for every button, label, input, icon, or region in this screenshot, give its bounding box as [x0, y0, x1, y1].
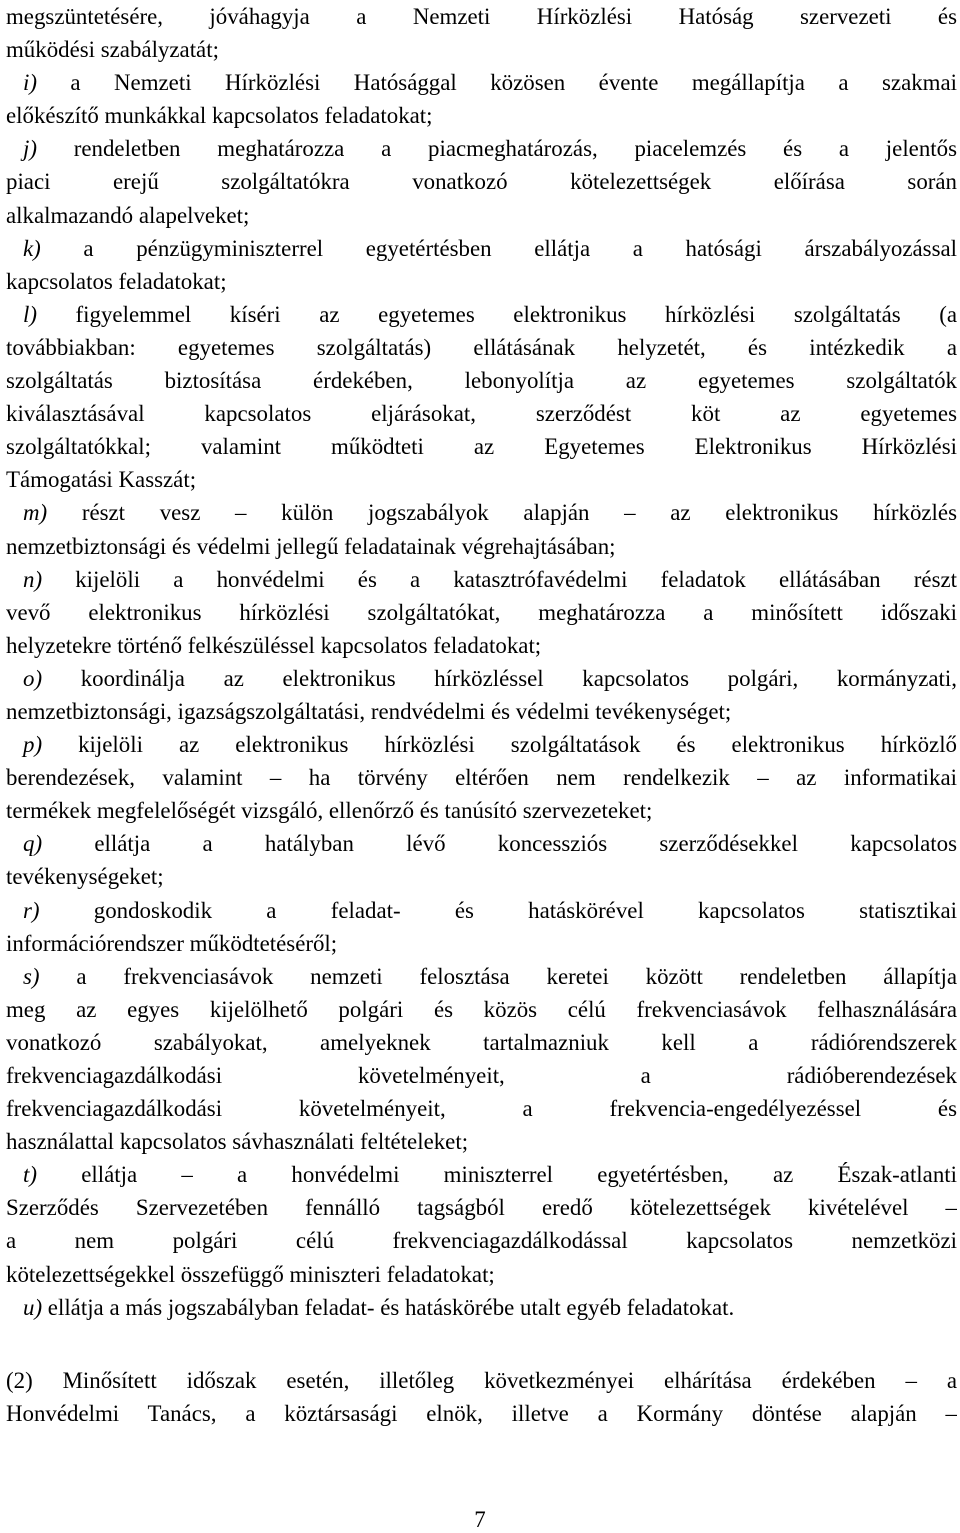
line-text: meg az egyes kijelölhető polgári és közös célú frekvenciasávok felhasználására: [6, 996, 957, 1022]
text-line: [6, 794, 957, 827]
line-text: ellátja – a honvédelmi miniszterrel egyetértésben, az Észak-atlanti: [36, 1162, 957, 1188]
line-text: rendeletben meghatározza a piacmeghatározás, piacelemzés és a jelentős: [36, 136, 957, 162]
text-line: [6, 1158, 957, 1191]
line-text: kapcsolatos feladatokat;: [6, 268, 227, 294]
line-text: gondoskodik a feladat- és hatáskörével kapcsolatos statisztikai: [39, 897, 957, 923]
item-letter: r): [23, 897, 40, 923]
item-letter: o): [23, 665, 43, 691]
line-text: ellátja a más jogszabályban feladat- és hatáskörébe utalt egyéb feladatokat.: [42, 1294, 735, 1320]
line-text: megszüntetésére, jóváhagyja a Nemzeti Hírközlési Hatóság szervezeti és: [6, 4, 957, 29]
line-text: előkészítő munkákkal kapcsolatos feladatokat;: [6, 103, 433, 129]
line-text: kijelöli a honvédelmi és a katasztrófavédelmi feladatok ellátásában részt: [42, 566, 957, 592]
text-line: [6, 1125, 957, 1158]
line-text: használattal kapcsolatos sávhasználati feltételeket;: [6, 1129, 469, 1155]
line-text: részt vesz – külön jogszabályok alapján – az elektronikus hírközlés: [47, 500, 957, 526]
line-text: termékek megfelelőségét vizsgáló, ellenőrző és tanúsító szervezeteket;: [6, 798, 653, 824]
text-line: [6, 927, 957, 960]
text-line: [6, 894, 957, 927]
text-line: [6, 331, 957, 364]
page-number: 7: [474, 1507, 486, 1532]
text-line: [6, 397, 957, 430]
line-text: a Nemzeti Hírközlési Hatósággal közösen évente megállapítja a szakmai: [36, 70, 957, 96]
line-text: (2) Minősített időszak esetén, illetőleg következményei elhárítása érdekében – a: [6, 1367, 957, 1393]
item-letter: q): [23, 831, 43, 857]
line-text: Támogatási Kasszát;: [6, 467, 197, 493]
line-text: Honvédelmi Tanács, a köztársasági elnök, illetve a Kormány döntése alapján –: [6, 1400, 957, 1426]
line-text: frekvenciagazdálkodási követelményeit, a frekvencia-engedélyezéssel és: [6, 1096, 957, 1122]
text-line: [6, 496, 957, 529]
item-letter: l): [23, 301, 37, 327]
text-line: [6, 199, 957, 232]
line-text: a pénzügyminiszterrel egyetértésben ellátja a hatósági árszabályozással: [40, 235, 957, 261]
text-line: [6, 1026, 957, 1059]
line-text: koordinálja az elektronikus hírközléssel kapcsolatos polgári, kormányzati,: [42, 665, 957, 691]
text-line: [6, 1258, 957, 1291]
text-line: [6, 232, 957, 265]
line-text: továbbiakban: egyetemes szolgáltatás) ellátásának helyzetét, és intézkedik a: [6, 334, 957, 360]
line-text: tevékenységeket;: [6, 864, 164, 890]
item-letter: u): [23, 1294, 43, 1320]
item-letter: s): [23, 963, 40, 989]
text-line: [6, 430, 957, 463]
text-line: [6, 530, 957, 563]
line-text: a frekvenciasávok nemzeti felosztása keretei között rendeletben állapítja: [39, 963, 957, 989]
item-letter: t): [23, 1162, 37, 1188]
line-text: nemzetbiztonsági, igazságszolgáltatási, rendvédelmi és védelmi tevékenységet;: [6, 698, 732, 724]
text-line: [6, 827, 957, 860]
text-line: [6, 629, 957, 662]
line-text: kijelöli az elektronikus hírközlési szolgáltatások és elektronikus hírközlő: [42, 732, 957, 758]
text-line: [6, 1059, 957, 1092]
item-letter: m): [23, 500, 48, 526]
text-line: [6, 993, 957, 1026]
line-text: a nem polgári célú frekvenciagazdálkodással kapcsolatos nemzetközi: [6, 1228, 957, 1254]
line-text: működési szabályzatát;: [6, 37, 219, 63]
line-text: helyzetekre történő felkészüléssel kapcsolatos feladatokat;: [6, 632, 542, 658]
text-line: [6, 1224, 957, 1257]
document-page: [6, 0, 957, 1533]
text-line: [6, 165, 957, 198]
text-line: [6, 761, 957, 794]
line-text: Szerződés Szervezetében fennálló tagságból eredő kötelezettségek kivételével –: [6, 1195, 957, 1221]
text-line: [6, 66, 957, 99]
text-line: [6, 99, 957, 132]
line-text: nemzetbiztonsági és védelmi jellegű feladatainak végrehajtásában;: [6, 533, 616, 559]
line-text: kötelezettségekkel összefüggő miniszteri feladatokat;: [6, 1261, 495, 1287]
line-text: vevő elektronikus hírközlési szolgáltatókat, meghatározza a minősített időszaki: [6, 599, 957, 625]
line-text: ellátja a hatályban lévő koncessziós szerződésekkel kapcsolatos: [42, 831, 957, 857]
text-line: [6, 1092, 957, 1125]
text-line: [6, 1364, 957, 1397]
text-line: [6, 662, 957, 695]
item-letter: n): [23, 566, 43, 592]
line-text: figyelemmel kíséri az egyetemes elektronikus hírközlési szolgáltatás (a: [36, 301, 957, 327]
text-line: [6, 463, 957, 496]
item-letter: p): [23, 732, 43, 758]
text-line: [6, 695, 957, 728]
line-text: szolgáltatókkal; valamint működteti az Egyetemes Elektronikus Hírközlési: [6, 434, 957, 460]
text-line: [6, 0, 957, 33]
line-text: frekvenciagazdálkodási követelményeit, a rádióberendezések: [6, 1063, 957, 1088]
item-letter: j): [23, 136, 37, 162]
item-letter: i): [23, 70, 37, 96]
text-line: [6, 1191, 957, 1224]
text-line: [6, 960, 957, 993]
line-text: berendezések, valamint – ha törvény eltérően nem rendelkezik – az informatikai: [6, 765, 957, 791]
text-line: [6, 33, 957, 66]
line-text: kiválasztásával kapcsolatos eljárásokat, szerződést köt az egyetemes: [6, 401, 957, 427]
line-text: piaci erejű szolgáltatókra vonatkozó kötelezettségek előírása során: [6, 169, 957, 195]
text-line: [6, 265, 957, 298]
text-line: [6, 1397, 957, 1430]
text-line: [6, 1291, 957, 1324]
line-text: szolgáltatás biztosítása érdekében, lebonyolítja az egyetemes szolgáltatók: [6, 368, 957, 394]
paragraph-gap: [6, 1324, 957, 1364]
item-letter: k): [23, 235, 41, 261]
text-line: [6, 563, 957, 596]
line-text: alkalmazandó alapelveket;: [6, 202, 250, 228]
text-line: [6, 298, 957, 331]
text-line: [6, 596, 957, 629]
line-text: vonatkozó szabályokat, amelyeknek tartalmazniuk kell a rádiórendszerek: [6, 1029, 957, 1055]
text-line: [6, 364, 957, 397]
line-text: információrendszer működtetéséről;: [6, 930, 338, 956]
text-line: [6, 132, 957, 165]
text-line: [6, 860, 957, 893]
text-line: [6, 728, 957, 761]
